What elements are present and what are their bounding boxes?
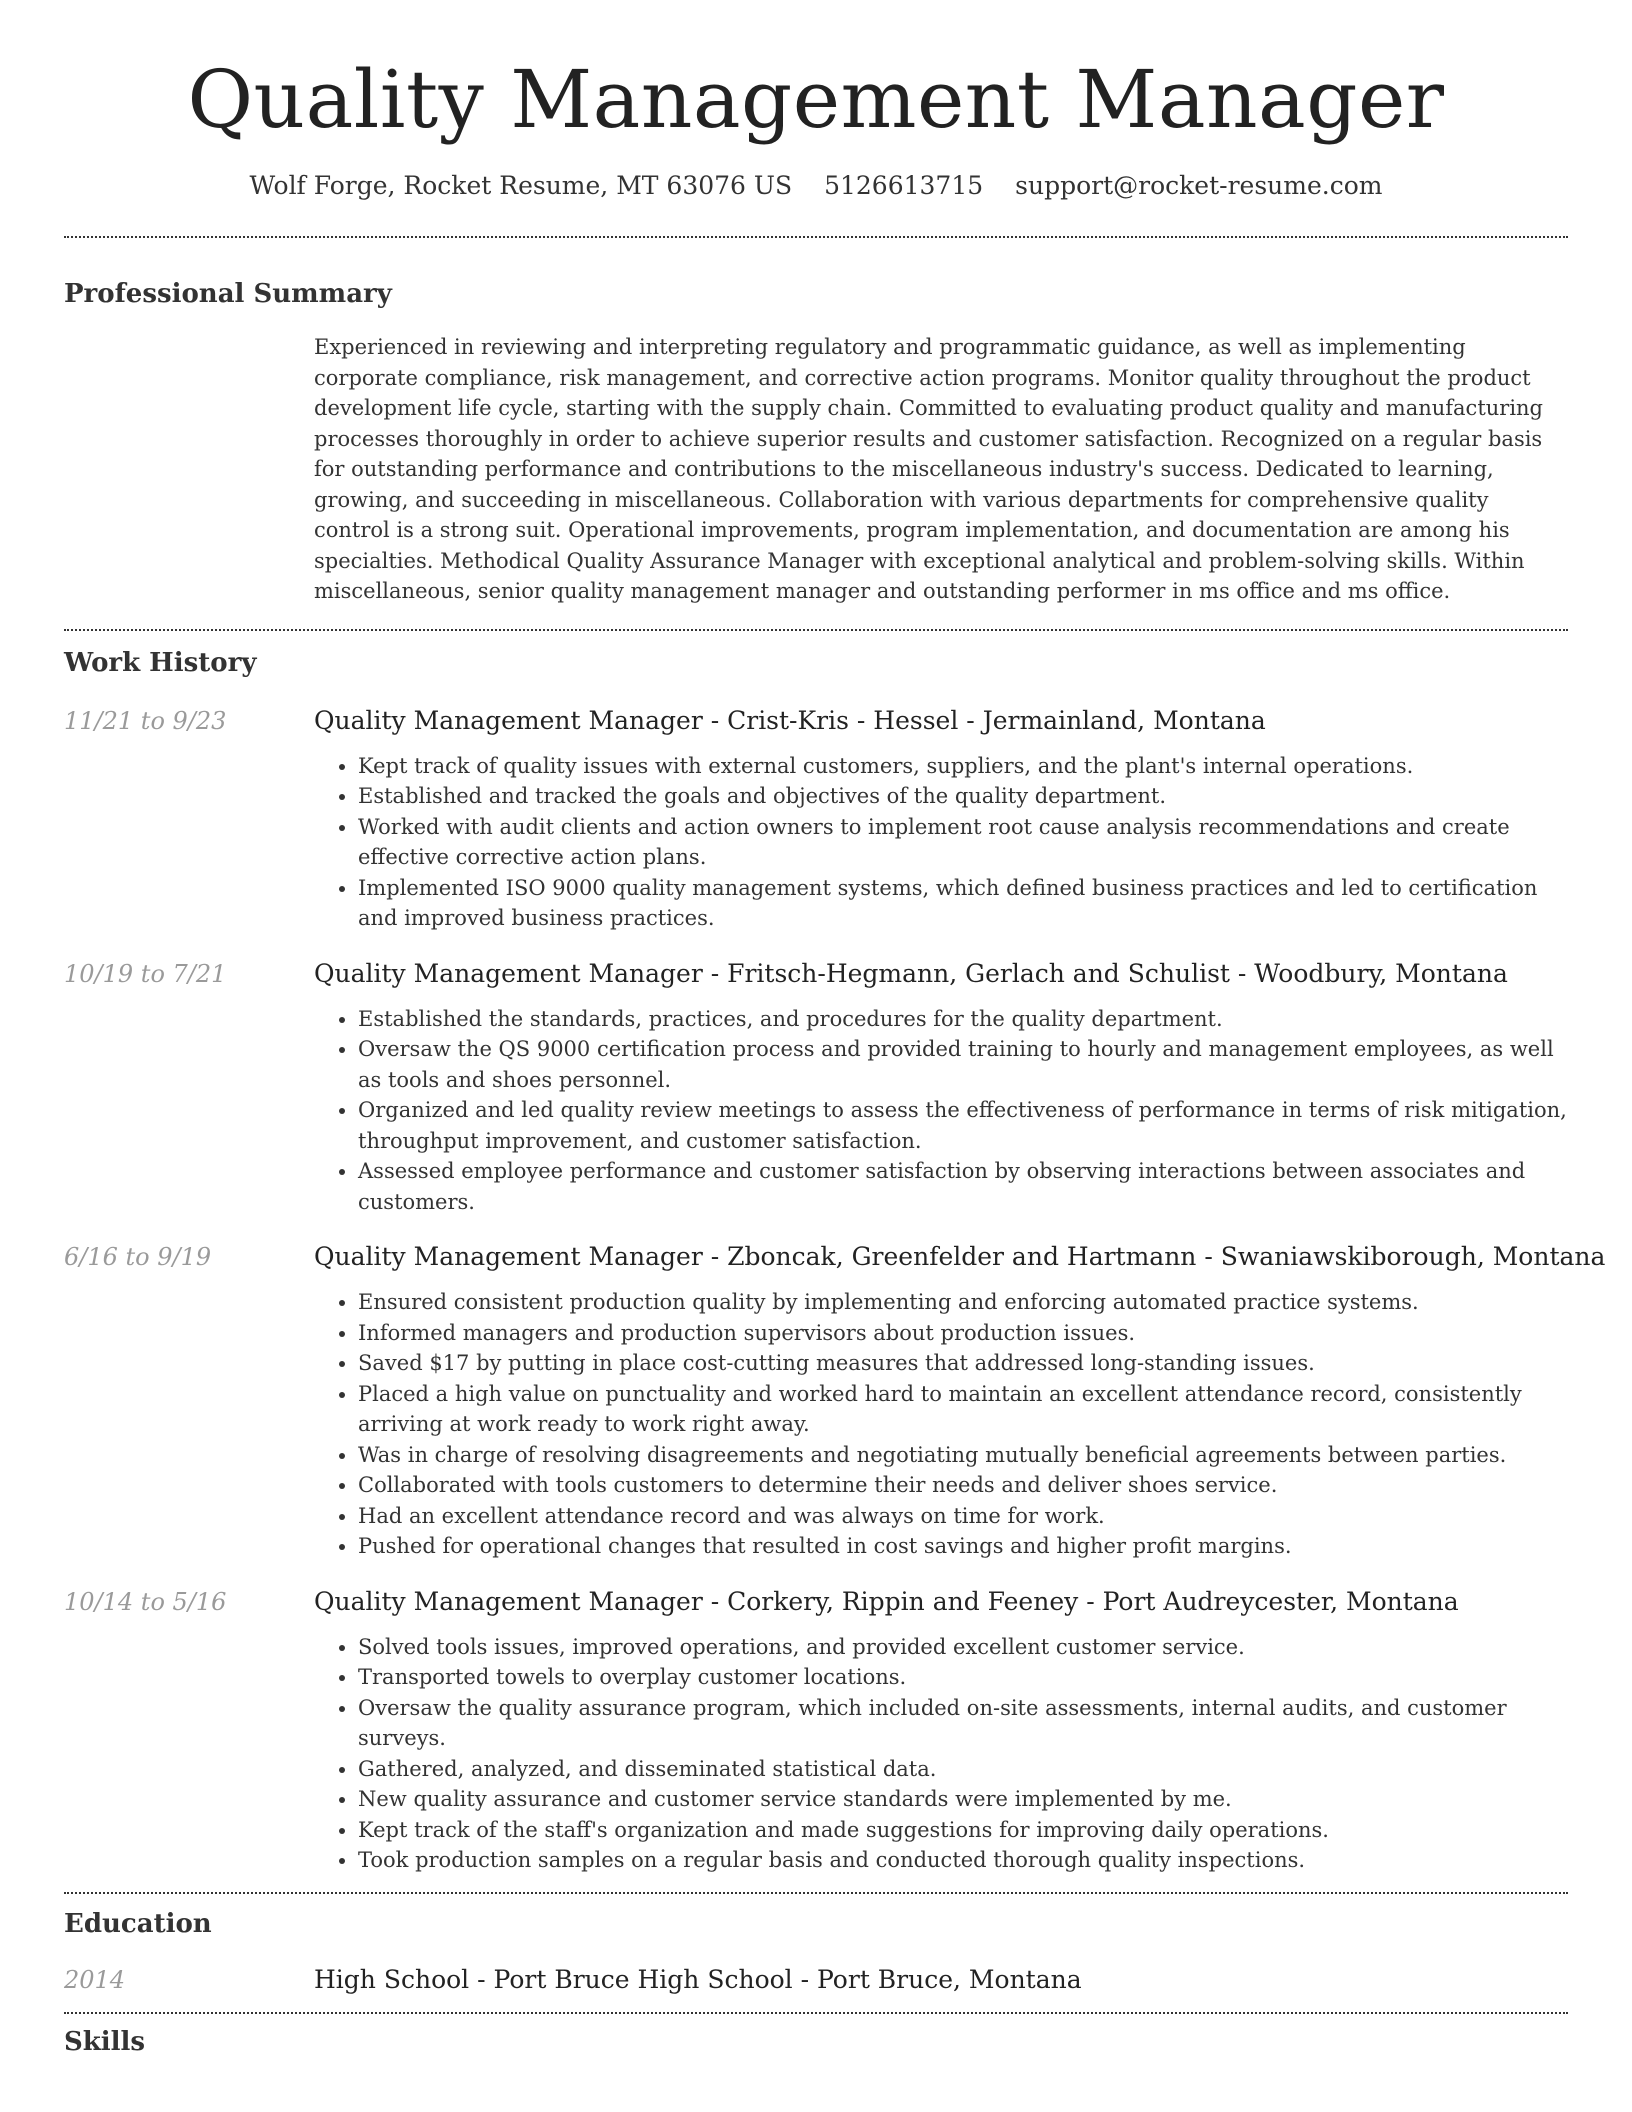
job-bullet: • Worked with audit clients and action owners to implement root cause analysis recommendations and create effective corrective action plans. [358, 812, 1568, 873]
job-entry [64, 705, 1568, 934]
divider [64, 2012, 1568, 2014]
job-bullet: • Implemented ISO 9000 quality management systems, which defined business practices and led to certification and improved business practices. [358, 873, 1568, 934]
job-bullet: • Pushed for operational changes that resulted in cost savings and higher profit margins. [358, 1531, 1568, 1562]
job-bullet: • Established and tracked the goals and objectives of the quality department. [358, 781, 1568, 812]
job-bullet-list [314, 1287, 1568, 1562]
job-heading: Quality Management Manager - Zboncak, Greenfelder and Hartmann - Swaniawskiborough, Montana [314, 1242, 1606, 1271]
job-bullet: • Ensured consistent production quality by implementing and enforcing automated practice systems. [358, 1287, 1568, 1318]
job-bullet: • Placed a high value on punctuality and worked hard to maintain an excellent attendance record, consistently arriving at work ready to work right away. [358, 1379, 1568, 1440]
job-heading: Quality Management Manager - Crist-Kris - Hessel - Jermainland, Montana [314, 705, 1266, 735]
job-bullet-list [314, 751, 1568, 934]
section-title-summary: Professional Summary [64, 279, 392, 309]
job-entry [64, 1241, 1606, 1562]
contact-line [64, 170, 1568, 202]
contact-address: Wolf Forge, Rocket Resume, MT 63076 US [249, 171, 793, 200]
job-bullet: • Transported towels to overplay customer locations. [358, 1662, 1568, 1693]
job-bullet: • Kept track of quality issues with external customers, suppliers, and the plant's internal operations. [358, 751, 1568, 782]
job-dates: 10/14 to 5/16 [64, 1587, 227, 1616]
divider [64, 1892, 1568, 1894]
job-bullet: • Oversaw the QS 9000 certification process and provided training to hourly and management employees, as well as tools and shoes personnel. [358, 1034, 1568, 1095]
section-title-work-history: Work History [64, 647, 257, 678]
job-bullet: • New quality assurance and customer service standards were implemented by me. [358, 1784, 1568, 1815]
resume-page [64, 0, 1606, 2058]
job-bullet: • Oversaw the quality assurance program, which included on-site assessments, internal audits, and customer surveys. [358, 1693, 1568, 1754]
job-entry [64, 1586, 1568, 1876]
work-history-list [64, 705, 1606, 1876]
job-heading: Quality Management Manager - Corkery, Rippin and Feeney - Port Audreycester, Montana [314, 1586, 1459, 1616]
education-heading: High School - Port Bruce High School - Port Bruce, Montana [314, 1964, 1082, 1994]
contact-email[interactable]: support@rocket-resume.com [1015, 171, 1383, 200]
job-bullet: • Kept track of the staff's organization and made suggestions for improving daily operations. [358, 1815, 1568, 1846]
divider [64, 236, 1568, 238]
job-entry [64, 958, 1568, 1218]
divider [64, 629, 1568, 631]
job-bullet-list [314, 1004, 1568, 1218]
job-heading: Quality Management Manager - Fritsch-Hegmann, Gerlach and Schulist - Woodbury, Montana [314, 958, 1508, 988]
job-bullet: • Was in charge of resolving disagreements and negotiating mutually beneficial agreements between parties. [358, 1440, 1568, 1471]
job-bullet: • Informed managers and production supervisors about production issues. [358, 1318, 1568, 1349]
job-bullet: • Organized and led quality review meetings to assess the effectiveness of performance in terms of risk mitigation, throughput improvement, and customer satisfaction. [358, 1095, 1568, 1156]
job-bullet: • Saved $17 by putting in place cost-cutting measures that addressed long-standing issues. [358, 1348, 1568, 1379]
section-title-education: Education [64, 1908, 212, 1939]
section-title-skills: Skills [64, 2026, 146, 2057]
job-bullet: • Gathered, analyzed, and disseminated statistical data. [358, 1754, 1568, 1785]
education-year: 2014 [64, 1965, 126, 1994]
job-bullet-list [314, 1632, 1568, 1876]
candidate-name: Quality Management Manager [187, 53, 1445, 146]
education-entry [64, 1964, 1568, 1998]
job-bullet: • Solved tools issues, improved operations, and provided excellent customer service. [358, 1632, 1568, 1663]
job-dates: 10/19 to 7/21 [64, 959, 227, 988]
summary-text: Experienced in reviewing and interpreting regulatory and programmatic guidance, as well as implementing corporate compliance, risk management, and corrective action programs. Monitor quality throughout the product development life cycle, starting with the supply chain. Committed to evaluating product quality and manufacturing processes thoroughly in order to achieve superior results and customer satisfaction. Recognized on a regular basis for outstanding performance and contributions to the miscellaneous industry's success. Dedicated to learning, growing, and succeeding in miscellaneous. Collaboration with various departments for comprehensive quality control is a strong suit. Operational improvements, program implementation, and documentation are among his specialties. Methodical Quality Assurance Manager with exceptional analytical and problem-solving skills. Within miscellaneous, senior quality management manager and outstanding performer in ms office and ms office. [314, 335, 1544, 603]
job-bullet: • Collaborated with tools customers to determine their needs and deliver shoes service. [358, 1470, 1568, 1501]
contact-phone: 5126613715 [824, 171, 984, 200]
job-bullet: • Established the standards, practices, and procedures for the quality department. [358, 1004, 1568, 1035]
job-bullet: • Assessed employee performance and customer satisfaction by observing interactions between associates and customers. [358, 1156, 1568, 1217]
job-dates: 6/16 to 9/19 [64, 1243, 212, 1271]
job-bullet: • Had an excellent attendance record and was always on time for work. [358, 1501, 1568, 1532]
job-dates: 11/21 to 9/23 [64, 706, 227, 735]
job-bullet: • Took production samples on a regular basis and conducted thorough quality inspections. [358, 1845, 1568, 1876]
